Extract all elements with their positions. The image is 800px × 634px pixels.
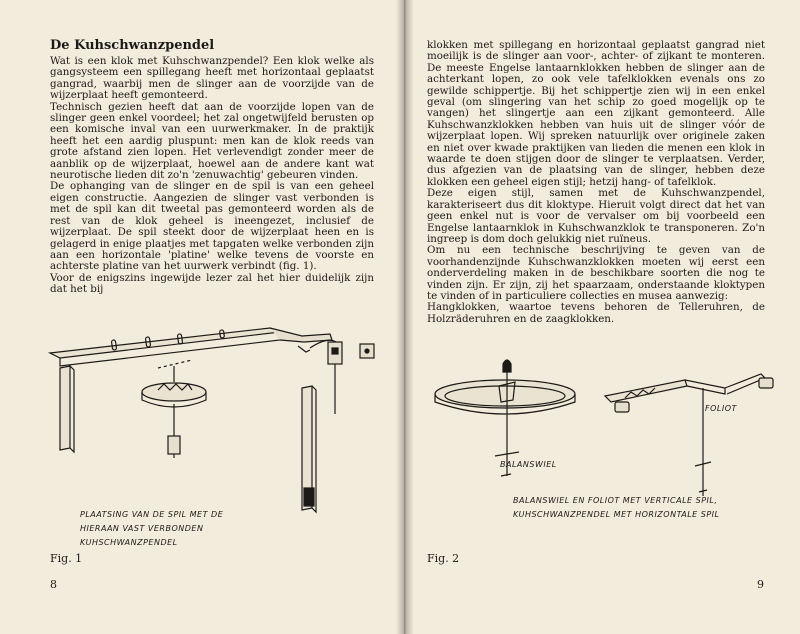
paragraph: klokken met spillegang en horizontaal geplaatst gangrad niet moeilijk is de slinger aan voor-, achter- of zijkant te monteren. De meeste Engelse lantaarnklokken hebben de slinger aan de achterkant lopen, zo ook vele tafelklokken evenals ons zo gewilde schippertje. Bij het schippertje zien wij in een enkel geval (om slingering van het schip zo goed mogelijk op te vangen) het slingertje aan een zijkant gemonteerd. Alle Kuhschwanzklokken hebben van huis uit de slinger vóór de wijzerplaat lopen. Wij spreken natuurlijk over originele zaken en niet over kwade praktijken van lieden die menen een klok in waarde te doen stijgen door de slinger te verplaatsen. Verder, dus afgezien van de plaatsing van de slinger, hebben deze klokken een geheel eigen stijl; hetzij hang- of tafelklok. <box>427 39 765 188</box>
figure-2-caption-line: KUHSCHWANZPENDEL MET HORIZONTALE SPIL <box>513 510 720 519</box>
figure-1-caption-line: KUHSCHWANZPENDEL <box>80 538 178 547</box>
paragraph: Om nu een technische beschrijving te geven van de voorhandenzijnde Kuhschwanzklokken moeten wij eerst een onderverdeling maken in de beschikbare soorten die nog te vinden zijn. Er zijn, zij het spaarzaam, onderstaande kloktypen te vinden of in particuliere collecties en musea aanwezig: <box>427 244 765 302</box>
page-number-left: 8 <box>50 578 57 591</box>
paragraph: Technisch gezien heeft dat aan de voorzijde lopen van de slinger geen enkel voordeel; het zal ongetwijfeld berusten op een komische inval van een uurwerkmaker. In de praktijk heeft het een aardig pluspunt: men kan de klok reeds van grote afstand zien lopen. Het verlevendigt zonder meer de aanblik op de wijzerplaat, hoewel aan de andere kant wat neurotische lieden dit zo'n 'zenuwachtig' gebeuren vinden. <box>50 100 374 182</box>
paragraph: Voor de enigszins ingewijde lezer zal het hier duidelijk zijn dat het bij <box>50 271 374 296</box>
figure-1-label: Fig. 1 <box>50 552 83 565</box>
book-gutter <box>396 0 414 634</box>
figure-1-caption-line: PLAATSING VAN DE SPIL MET DE <box>80 510 224 519</box>
paragraph: De ophanging van de slinger en de spil is van een geheel eigen constructie. Aangezien de slinger vast verbonden is met de spil kan dit tweetal pas gemonteerd worden als de rest van de klok geheel is ineengezet, inclusief de wijzerplaat. De spil steekt door de wijzerplaat heen en is gelagerd in enige plaatjes met tapgaten welke verbonden zijn aan een horizontale 'platine' welke tevens de voorste en achterste platine van het uurwerk verbindt (fig. 1). <box>50 180 374 273</box>
balanswiel-label: BALANSWIEL <box>500 460 557 469</box>
paragraph: Hangklokken, waartoe tevens behoren de Telleruhren, de Holzräderuhren en de zaagklokken. <box>427 301 765 325</box>
figure-2-label: Fig. 2 <box>427 552 460 565</box>
page-number-right: 9 <box>757 578 764 591</box>
figure-2-caption-line: BALANSWIEL EN FOLIOT MET VERTICALE SPIL, <box>513 496 718 505</box>
right-body-text <box>427 40 765 325</box>
figure-2-illustration <box>425 356 795 506</box>
right-page <box>405 0 800 634</box>
foliot-label: FOLIOT <box>705 404 737 413</box>
paragraph: Wat is een klok met Kuhschwanzpendel? Een klok welke als gangsysteem een spillegang heeft met horizontaal geplaatst gangrad, waarbij men de slinger aan de voorzijde van de wijzerplaat heeft gemonteerd. <box>50 55 374 102</box>
left-body-text <box>50 56 374 296</box>
paragraph: Deze eigen stijl, samen met de Kuhschwanzpendel, karakteriseert dus dit kloktype. Hieruit volgt direct dat het van geen enkel nut is voor de vervalser om bij voorbeeld een Engelse lantaarnklok in Kuhschwanzklok te transponeren. Zo'n ingreep is dom doch gelukkig niet ruïneus. <box>427 187 765 245</box>
section-heading: De Kuhschwanzpendel <box>50 38 215 53</box>
figure-1-illustration <box>40 318 390 518</box>
figure-1-caption-line: HIERAAN VAST VERBONDEN <box>80 524 204 533</box>
